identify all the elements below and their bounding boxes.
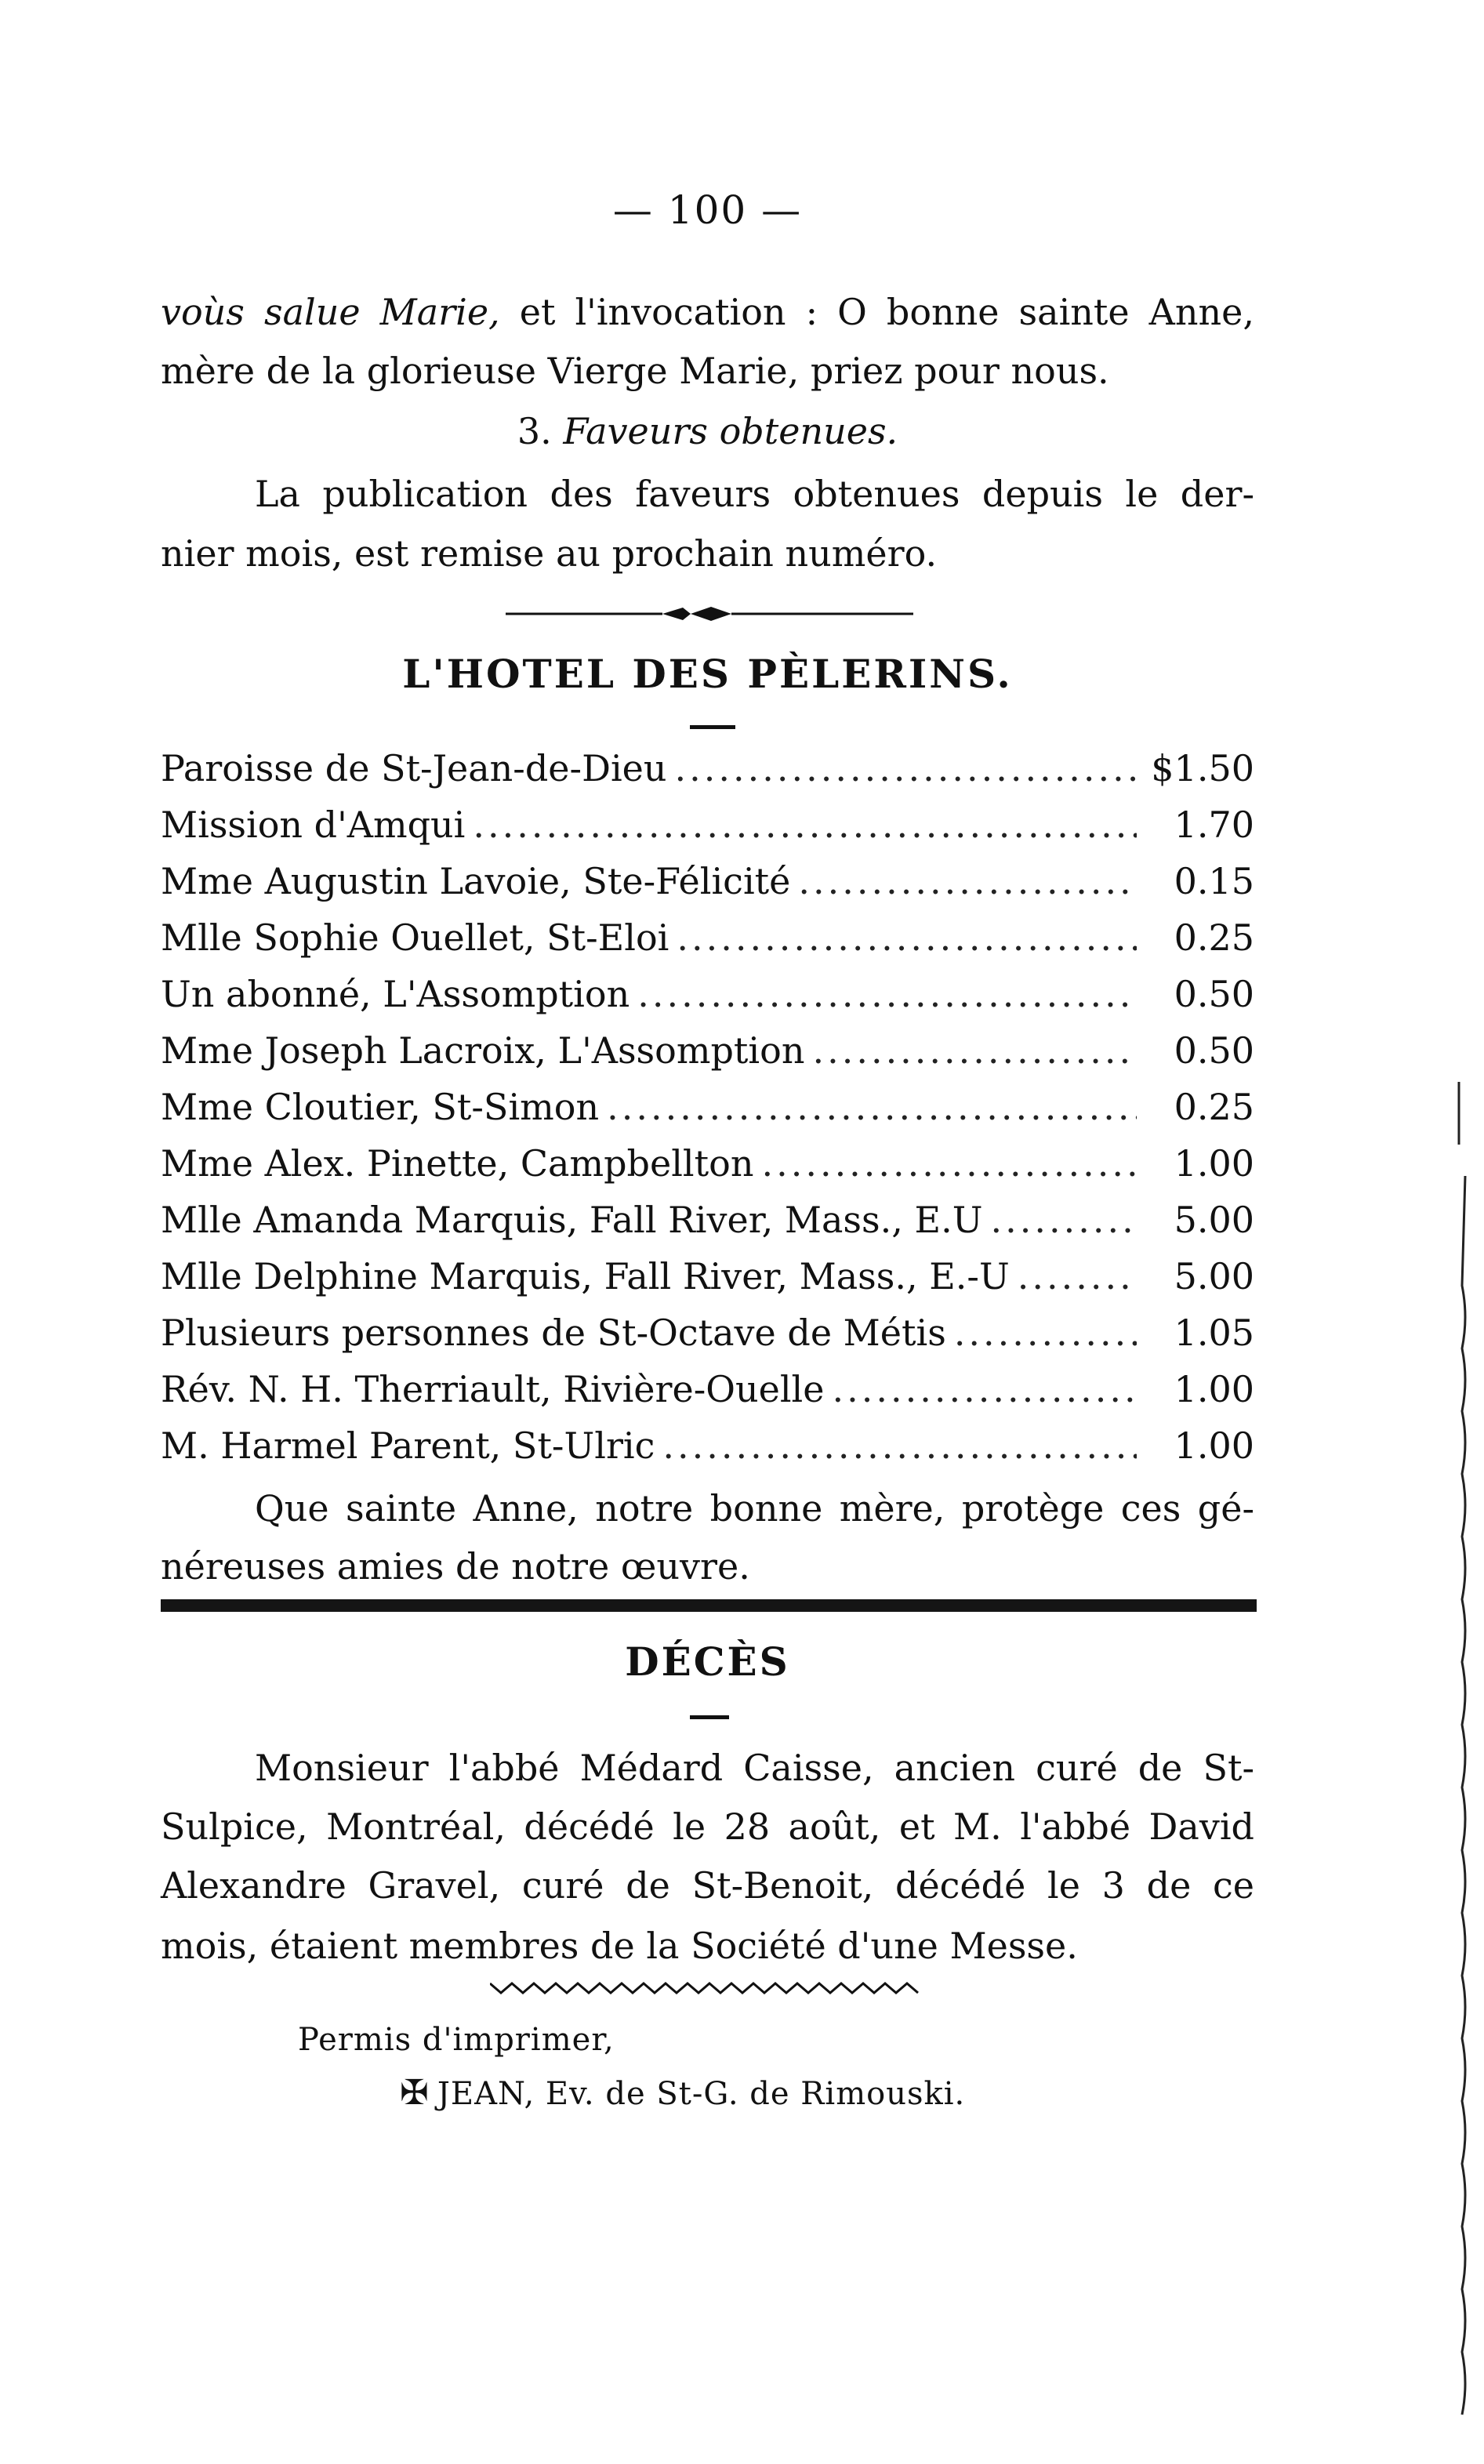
entry-amount: 1.00 (1174, 1368, 1254, 1410)
entry-amount: 5.00 (1174, 1199, 1254, 1241)
entry-name: Mme Augustin Lavoie, Ste-Félicité (161, 860, 791, 902)
leader-dots (677, 914, 1137, 961)
intro-line-2: mère de la glorieuse Vierge Marie, priez pour nous. (161, 350, 1109, 392)
short-rule (690, 725, 735, 729)
list-item (161, 801, 1254, 858)
leader-dots (798, 858, 1137, 905)
list-item (161, 1140, 1254, 1196)
entry-amount: 0.25 (1174, 1086, 1254, 1128)
list-item (161, 1422, 1254, 1479)
entry-name: Paroisse de St-Jean-de-Dieu (161, 747, 667, 789)
leader-dots (761, 1140, 1137, 1187)
entry-amount: 1.70 (1174, 804, 1254, 846)
leader-dots (812, 1027, 1137, 1074)
entry-amount: 1.05 (1174, 1312, 1254, 1354)
page-edge-marks (1454, 1082, 1478, 2446)
closing-line-1: Que sainte Anne, notre bonne mère, protège ces gé- (255, 1487, 1254, 1530)
intro-text: et l'invocation : O bonne sainte Anne, (499, 291, 1254, 333)
deces-line-1: Monsieur l'abbé Médard Caisse, ancien curé de St- (255, 1747, 1254, 1789)
leader-dots (473, 801, 1137, 848)
deces-title: DÉCÈS (625, 1638, 790, 1685)
leader-dots (675, 745, 1137, 792)
entry-name: Mme Joseph Lacroix, L'Assomption (161, 1029, 805, 1072)
entry-amount: $1.50 (1151, 747, 1254, 789)
donation-list (161, 745, 1254, 1479)
thick-rule (161, 1599, 1257, 1612)
deces-line-2: Sulpice, Montréal, décédé le 28 août, et M. l'abbé David (161, 1805, 1254, 1848)
leader-dots (1018, 1253, 1137, 1300)
entry-name: Rév. N. H. Therriault, Rivière-Ouelle (161, 1368, 825, 1410)
closing-line-2: néreuses amies de notre œuvre. (161, 1545, 750, 1588)
section-number: 3. (517, 410, 552, 452)
leader-dots (662, 1422, 1137, 1469)
leader-dots (637, 971, 1137, 1018)
leader-dots (954, 1309, 1137, 1356)
intro-line-1 (161, 288, 1254, 336)
signature-text: JEAN, Ev. de St-G. de Rimouski. (437, 2076, 966, 2112)
text-column (161, 0, 1254, 2464)
intro-italic: voùs salue Marie, (161, 291, 500, 333)
entry-amount: 0.15 (1174, 860, 1254, 902)
entry-amount: 5.00 (1174, 1255, 1254, 1297)
entry-amount: 1.00 (1174, 1424, 1254, 1467)
leader-dots (990, 1196, 1137, 1243)
entry-name: Mlle Delphine Marquis, Fall River, Mass., E.-U (161, 1255, 1010, 1297)
list-item (161, 1196, 1254, 1253)
entry-amount: 1.00 (1174, 1142, 1254, 1185)
entry-amount: 0.50 (1174, 1029, 1254, 1072)
entry-name: Mlle Sophie Ouellet, St-Eloi (161, 916, 669, 959)
entry-name: Mme Cloutier, St-Simon (161, 1086, 600, 1128)
ornament-divider (506, 602, 913, 626)
list-item (161, 1253, 1254, 1309)
cross-icon: ✠ (400, 2073, 430, 2113)
imprimatur-signature (400, 2070, 1484, 2117)
hotel-title: L'HOTEL DES PÈLERINS. (402, 651, 1013, 697)
list-item (161, 914, 1254, 971)
short-rule-2 (690, 1715, 729, 1719)
deces-line-3: Alexandre Gravel, curé de St-Benoit, décédé le 3 de ce (161, 1864, 1254, 1907)
leader-dots (833, 1366, 1137, 1413)
page-number: — 100 — (612, 187, 803, 233)
entry-amount: 0.50 (1174, 973, 1254, 1015)
publication-line-2: nier mois, est remise au prochain numéro. (161, 532, 938, 575)
permis-label: Permis d'imprimer, (298, 2022, 615, 2058)
list-item (161, 1027, 1254, 1083)
entry-name: Un abonné, L'Assomption (161, 973, 630, 1015)
entry-name: Mission d'Amqui (161, 804, 466, 846)
section-heading (161, 408, 1254, 455)
entry-name: Mme Alex. Pinette, Campbellton (161, 1142, 754, 1185)
list-item (161, 1366, 1254, 1422)
list-item (161, 858, 1254, 914)
entry-name: M. Harmel Parent, St-Ulric (161, 1424, 655, 1467)
wavy-divider (490, 1977, 929, 1999)
list-item (161, 1309, 1254, 1366)
leader-dots (607, 1083, 1137, 1130)
deces-line-4: mois, étaient membres de la Société d'une Messe. (161, 1925, 1078, 1967)
list-item (161, 971, 1254, 1027)
list-item (161, 1083, 1254, 1140)
entry-name: Plusieurs personnes de St-Octave de Métis (161, 1312, 946, 1354)
entry-amount: 0.25 (1174, 916, 1254, 959)
section-title: Faveurs obtenues. (563, 410, 898, 452)
publication-line-1: La publication des faveurs obtenues depuis le der- (255, 473, 1254, 515)
list-item (161, 745, 1254, 801)
entry-name: Mlle Amanda Marquis, Fall River, Mass., E.U (161, 1199, 983, 1241)
